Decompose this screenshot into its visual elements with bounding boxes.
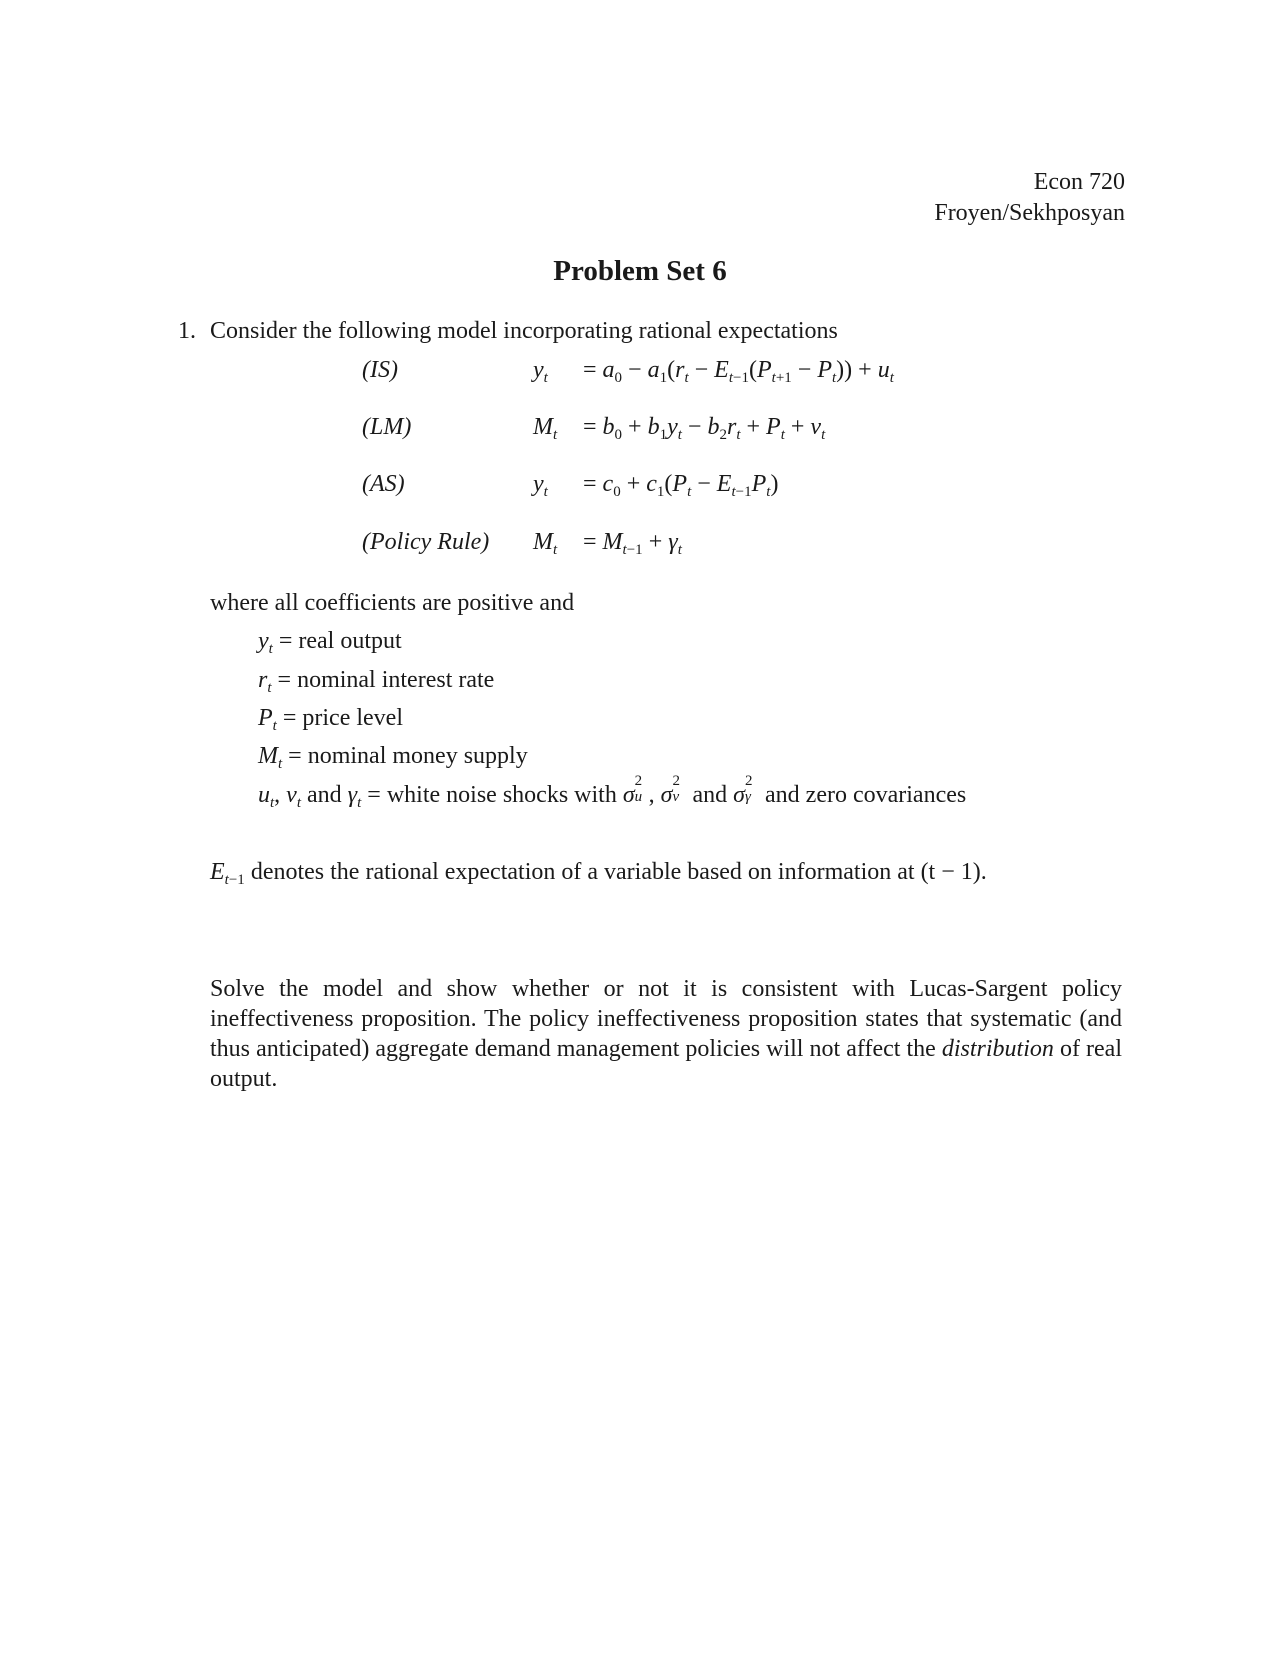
equation-label-policy-rule: (Policy Rule) [362,529,490,555]
shocks-text-b: and zero covariances [765,782,967,808]
definition-p-meaning: price level [302,705,403,731]
coefficients-note: where all coefficients are positive and [210,590,575,616]
course-header [934,167,1125,229]
shocks-and-word: and [307,782,342,808]
equation-label-is: (IS) [362,357,398,383]
definition-m-meaning: nominal money supply [307,743,528,769]
equation-rhs-is: = $a_0 - a_1(r_t - E_{t-1}(P_{t+1} - P_t)) + u_t$ [583,357,894,386]
expectation-note-text: denotes the rational expectation of a variable based on information at (t − 1). [250,859,987,885]
instruction-paragraph [210,974,1122,1094]
equation-label-lm: (LM) [362,414,412,440]
equation-rhs-lm: = $b_0 + b_1y_t - b_2r_t + P_t + v_t$ [583,414,826,443]
equation-lhs-policy-rule: $M_t$ [533,529,558,558]
instructor-names: Froyen/Sekhposyan [934,200,1125,226]
definition-p: $P_t$ = price level [258,705,403,734]
definition-shocks: $u_t$, $v_t$ and $\gamma_t$ = white noise shocks with σ 2 u , σ 2 v and σ 2 γ and zero covariances [258,773,967,811]
equation-lhs-as: $y_t$ [533,471,548,500]
equation-lhs-is: $y_t$ [533,357,548,386]
definition-m: $M_t$ = nominal money supply [258,743,528,772]
definition-r-meaning: nominal interest rate [297,667,495,693]
equation-rhs-as: = $c_0 + c_1(P_t - E_{t-1}P_t)$ [583,471,779,500]
expectation-note: $E_{t-1}$ denotes the rational expectation of a variable based on information at (t − 1). [210,859,987,888]
instruction-emphasis: distribution [941,1036,1054,1062]
definition-y-meaning: real output [298,628,402,654]
page-title: Problem Set 6 [553,255,727,287]
definition-y: $y_t$ = real output [258,628,402,657]
question-intro-text: Consider the following model incorporating rational expectations [210,318,838,344]
equation-lhs-lm: $M_t$ [533,414,558,443]
question-number: 1. [178,318,196,344]
instruction-text-1: Solve the model and show whether or not it is consistent with Lucas-Sargent policy ineffectiveness proposition. The policy ineffectiveness proposition states that systematic (and thus anticipated) aggregate demand management policies will not affect the [210,976,1122,1062]
definition-r: $r_t$ = nominal interest rate [258,667,495,696]
shocks-text-a: white noise shocks with [386,782,617,808]
equation-rhs-policy-rule: = $M_{t-1} + \gamma_t$ [583,529,682,558]
equation-label-as: (AS) [362,471,405,497]
course-number: Econ 720 [1033,169,1125,195]
instruction-text-2: of real output. [210,1036,1122,1092]
